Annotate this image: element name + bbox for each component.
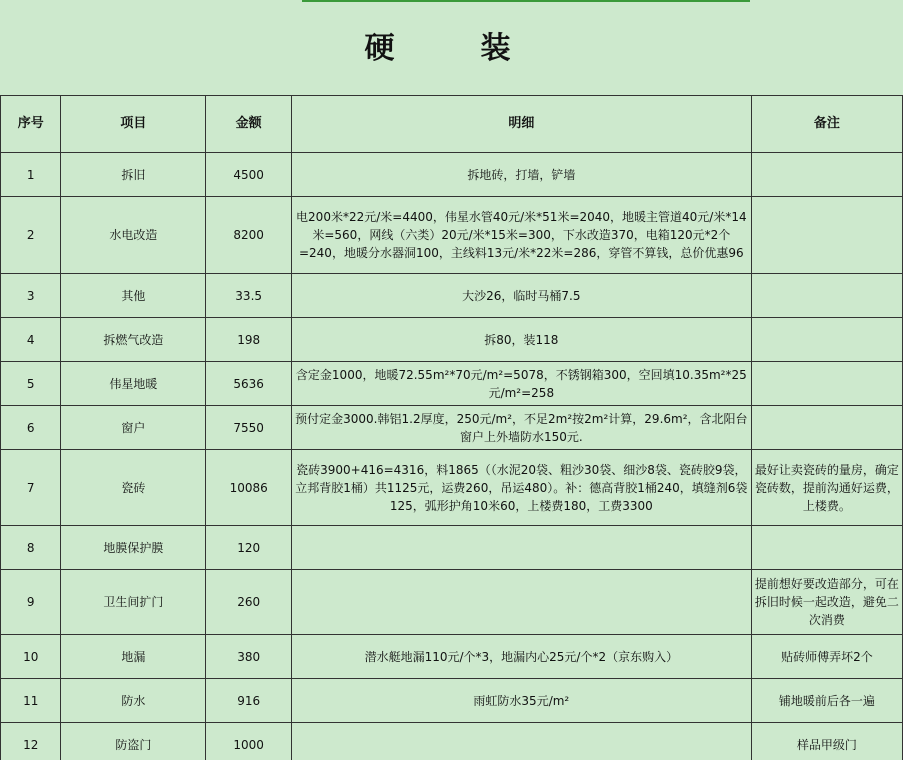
table-row [1,570,903,635]
cell-detail[interactable]: 电200米*22元/米=4400，伟星水管40元/米*51米=2040，地暖主管道40元/米*14米=560，网线（六类）20元/米*15米=300，下水改造370，电箱120元*2个=240，地暖分水器洞100，主线料13元/米*22米=286，穿管不算钱，总价优惠96 [291,197,751,274]
cell-item[interactable]: 窗户 [61,406,206,450]
cell-amount[interactable]: 198 [206,318,292,362]
cell-note[interactable] [751,153,902,197]
cell-item[interactable]: 其他 [61,274,206,318]
cell-detail[interactable]: 含定金1000，地暖72.55m²*70元/m²=5078，不锈钢箱300，空回填10.35m²*25元/m²=258 [291,362,751,406]
table-row [1,197,903,274]
table-row [1,526,903,570]
cell-amount[interactable]: 7550 [206,406,292,450]
cell-detail[interactable]: 拆地砖，打墙，铲墙 [291,153,751,197]
table-row [1,406,903,450]
cell-detail[interactable]: 雨虹防水35元/m² [291,679,751,723]
cell-detail[interactable] [291,526,751,570]
table-row [1,318,903,362]
cell-item[interactable]: 拆燃气改造 [61,318,206,362]
cell-detail[interactable]: 大沙26，临时马桶7.5 [291,274,751,318]
cell-detail[interactable]: 瓷砖3900+416=4316，料1865（（水泥20袋、粗沙30袋、细沙8袋、瓷砖胶9袋，立邦背胶1桶）共1125元，运费260，吊运480）。补：德高背胶1桶240，填缝剂6袋125，弧形护角10米60，上楼费180，工费3300 [291,450,751,526]
cell-note[interactable]: 样品甲级门 [751,723,902,760]
cell-detail[interactable]: 预付定金3000.韩铝1.2厚度，250元/m²，不足2m²按2m²计算，29.6m²，含北阳台窗户上外墙防水150元. [291,406,751,450]
cell-seq[interactable]: 12 [1,723,61,760]
cell-note[interactable] [751,362,902,406]
cell-amount[interactable]: 1000 [206,723,292,760]
cell-item[interactable]: 拆旧 [61,153,206,197]
header-detail[interactable]: 明细 [291,96,751,153]
cell-detail[interactable] [291,723,751,760]
cell-seq[interactable]: 10 [1,635,61,679]
cell-seq[interactable]: 11 [1,679,61,723]
cell-note[interactable] [751,318,902,362]
header-seq[interactable]: 序号 [1,96,61,153]
table-row [1,679,903,723]
cell-seq[interactable]: 5 [1,362,61,406]
cell-detail[interactable]: 拆80，装118 [291,318,751,362]
cell-detail[interactable] [291,570,751,635]
cell-item[interactable]: 卫生间扩门 [61,570,206,635]
cell-seq[interactable]: 6 [1,406,61,450]
cell-note[interactable]: 提前想好要改造部分，可在拆旧时候一起改造，避免二次消费 [751,570,902,635]
cell-note[interactable]: 最好让卖瓷砖的量房，确定瓷砖数，提前沟通好运费，上楼费。 [751,450,902,526]
header-row [1,96,903,153]
cell-amount[interactable]: 10086 [206,450,292,526]
cell-item[interactable]: 地膜保护膜 [61,526,206,570]
cell-seq[interactable]: 3 [1,274,61,318]
cell-seq[interactable]: 1 [1,153,61,197]
cell-amount[interactable]: 4500 [206,153,292,197]
selection-border [302,0,750,2]
cell-note[interactable] [751,526,902,570]
cell-item[interactable]: 地漏 [61,635,206,679]
table-row [1,274,903,318]
cell-item[interactable]: 水电改造 [61,197,206,274]
cell-item[interactable]: 防水 [61,679,206,723]
cost-table [0,95,903,760]
cell-seq[interactable]: 4 [1,318,61,362]
cell-amount[interactable]: 8200 [206,197,292,274]
cell-amount[interactable]: 380 [206,635,292,679]
table-row [1,723,903,760]
cell-seq[interactable]: 2 [1,197,61,274]
cell-amount[interactable]: 916 [206,679,292,723]
table-row [1,153,903,197]
cell-note[interactable] [751,197,902,274]
cell-amount[interactable]: 5636 [206,362,292,406]
cell-amount[interactable]: 120 [206,526,292,570]
table-row [1,362,903,406]
table-row [1,635,903,679]
cell-note[interactable]: 贴砖师傅弄坏2个 [751,635,902,679]
cell-seq[interactable]: 9 [1,570,61,635]
page-title: 硬 装 [364,31,539,66]
cell-note[interactable]: 铺地暖前后各一遍 [751,679,902,723]
cell-detail[interactable]: 潜水艇地漏110元/个*3，地漏内心25元/个*2（京东购入） [291,635,751,679]
cell-item[interactable]: 瓷砖 [61,450,206,526]
header-item[interactable]: 项目 [61,96,206,153]
header-amount[interactable]: 金额 [206,96,292,153]
cell-item[interactable]: 伟星地暖 [61,362,206,406]
cell-amount[interactable]: 33.5 [206,274,292,318]
cell-seq[interactable]: 8 [1,526,61,570]
cell-seq[interactable]: 7 [1,450,61,526]
cell-item[interactable]: 防盗门 [61,723,206,760]
cell-note[interactable] [751,406,902,450]
cell-note[interactable] [751,274,902,318]
table-row [1,450,903,526]
header-note[interactable]: 备注 [751,96,902,153]
cell-amount[interactable]: 260 [206,570,292,635]
